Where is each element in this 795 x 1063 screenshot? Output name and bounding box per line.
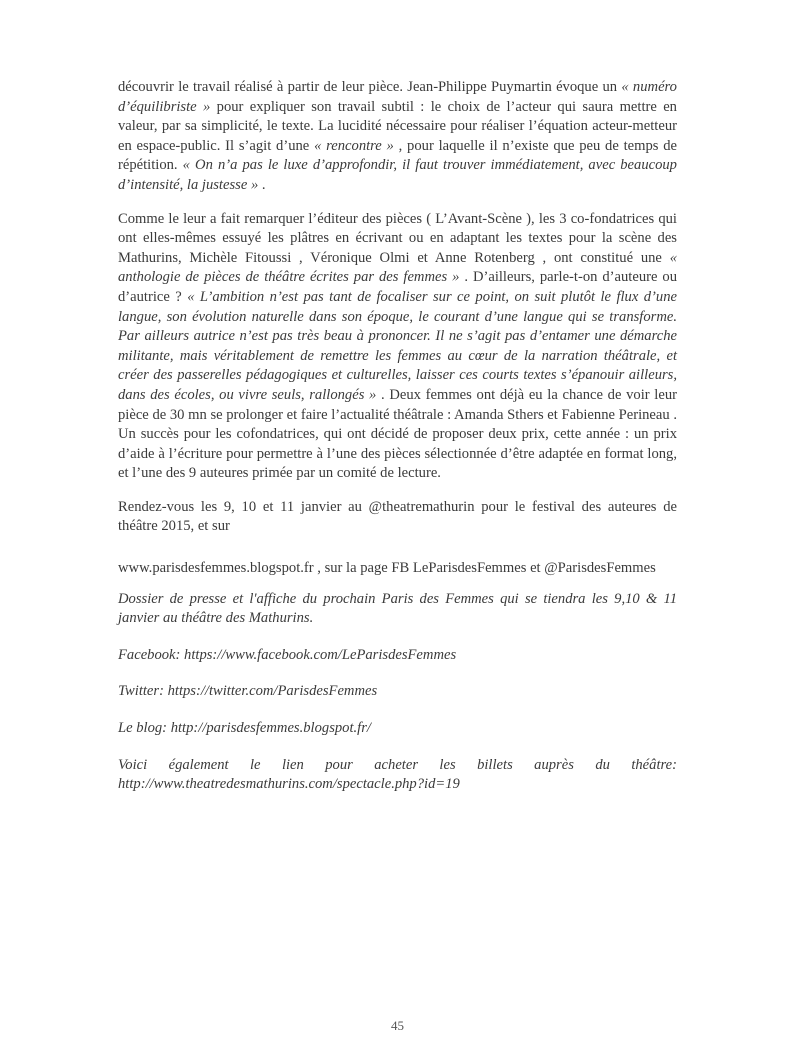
quote-anthologie: « anthologie de pièces de théâtre écrites par des femmes »	[118, 249, 677, 286]
text-run: découvrir le travail réalisé à partir de leur pièce. Jean-Philippe Puymartin évoque un	[118, 79, 622, 95]
paragraph-dossier-presse: Dossier de presse et l'affiche du prochain Paris des Femmes qui se tiendra les 9,10 & 11 janvier au théâtre des Mathurins.	[118, 590, 677, 627]
quote-equilibriste: « numéro d’équilibriste »	[118, 79, 677, 115]
quote-ambition: « L’ambition n’est pas tant de focaliser sur ce point, on suit plutôt le flux d’une langue, son évolution naturelle dans son époque, le courant d’une langue qui se transforme. Par ailleurs autrice n’est pas très beau à prononcer. Il ne s’agit pas d’entamer une démarche militante, mais véritablement de remettre les femmes au cœur de la narration théâtrale, et créer des passerelles pédagogiques et culturelles, laisser ces courts textes s’épanouir ailleurs, dans des écoles, ou vivre seuls, rallongés »	[118, 288, 677, 403]
text-run: . Deux femmes ont déjà eu la chance de voir leur pièce de 30 mn se prolonger et faire l’actualité théâtrale : Amanda Sthers et Fabienne Perineau . Un succès pour les cofondatrices, qui ont décidé de proposer deux prix, cette année : un prix d’aide à l’écriture pour permettre à l’une des pièces sélectionnée d’être adaptée en format long, et l’une des 9 auteures primée par un comité de lecture.	[118, 386, 677, 482]
quote-luxe: « On n’a pas le luxe d’approfondir, il faut trouver immédiatement, avec beaucoup d’intensité, la justesse »	[118, 157, 677, 193]
twitter-link[interactable]: Twitter: https://twitter.com/ParisdesFemmes	[118, 683, 378, 700]
paragraph-puymartin	[118, 78, 677, 196]
text-run: , pour laquelle il n’existe que peu de temps de répétition.	[118, 137, 678, 174]
text-run: Comme le leur a fait remarquer l’éditeur des pièces ( L’Avant-Scène ), les 3 co-fondatrices qui ont elles-mêmes essuyé les plâtres en écrivant ou en adaptant les textes pour la scène des Mathurins, Michèle Fitoussi , Véronique Olmi et Anne Rotenberg , ont constitué une	[118, 210, 677, 266]
paragraph-cofondatrices	[118, 210, 677, 484]
blog-link[interactable]: Le blog: http://parisdesfemmes.blogspot.fr/	[118, 720, 371, 737]
text-run: pour expliquer son travail subtil : le choix de l’acteur qui saura mettre en valeur, par sa simplicité, le texte. La lucidité nécessaire pour réaliser l’équation acteur-metteur en espace-public. Il s’agit d’une	[118, 98, 677, 154]
paragraph-rendez-vous: Rendez-vous les 9, 10 et 11 janvier au @theatremathurin pour le festival des auteures de théâtre 2015, et sur	[118, 498, 677, 535]
text-run: . D’ailleurs, parle-t-on d’auteure ou d’autrice ?	[118, 269, 677, 305]
page-number: 45	[391, 1018, 404, 1033]
document-body	[118, 78, 677, 809]
quote-rencontre: « rencontre »	[314, 137, 394, 154]
facebook-link[interactable]: Facebook: https://www.facebook.com/LeParisdesFemmes	[118, 646, 457, 663]
tickets-link[interactable]: Voici également le lien pour acheter les billets auprès du théâtre: http://www.theatredesmathurins.com/spectacle.php?id=19	[118, 756, 677, 793]
paragraph-links-intro[interactable]: www.parisdesfemmes.blogspot.fr , sur la page FB LeParisdesFemmes et @ParisdesFemmes	[118, 560, 656, 577]
text-run: .	[258, 176, 266, 193]
